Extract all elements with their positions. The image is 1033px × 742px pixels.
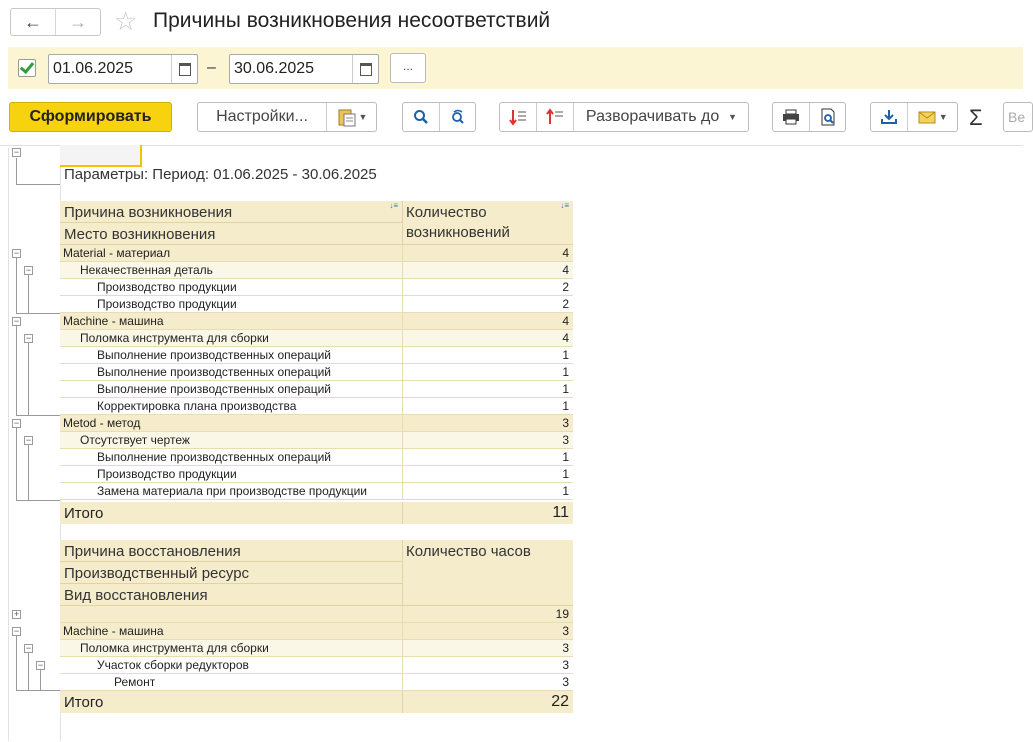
- table2-header-cause: [60, 540, 402, 562]
- search-button[interactable]: [403, 103, 440, 131]
- table2-header-resource-label: Производственный ресурс: [64, 565, 250, 582]
- column-divider: [402, 415, 403, 432]
- mail-icon: [918, 111, 936, 124]
- outline-group-toggle[interactable]: −: [13, 626, 20, 636]
- print-group: [772, 102, 846, 132]
- search-group: [402, 102, 476, 132]
- row-label: Корректировка плана производства: [97, 399, 297, 413]
- table1-total-label: Итого: [64, 505, 104, 522]
- period-separator: –: [207, 59, 216, 76]
- outline-line: [28, 653, 29, 690]
- column-divider: [402, 657, 403, 674]
- table-row[interactable]: [60, 245, 573, 262]
- row-value: 4: [562, 331, 569, 345]
- table-row[interactable]: [60, 313, 573, 330]
- table-row[interactable]: [60, 623, 573, 640]
- period-bar: [8, 47, 1023, 89]
- end-date-value: 30.06.2025: [234, 60, 315, 77]
- row-label: Отсутствует чертеж: [80, 433, 190, 447]
- export-group: [870, 102, 958, 132]
- table1-total-row: [60, 502, 573, 524]
- column-divider: [402, 466, 403, 483]
- grouping-group: [499, 102, 749, 132]
- table-row[interactable]: [60, 262, 573, 279]
- column-divider: [402, 674, 403, 691]
- row-label: Выполнение производственных операций: [97, 450, 331, 464]
- table2-header-cause-label: Причина восстановления: [64, 543, 241, 560]
- table1-header-place-label: Место возникновения: [64, 226, 216, 243]
- table-row[interactable]: [60, 364, 573, 381]
- row-value: 3: [562, 416, 569, 430]
- column-divider: [402, 262, 403, 279]
- row-value: 3: [562, 624, 569, 638]
- row-value: 4: [562, 263, 569, 277]
- page-title: Причины возникновения несоответствий: [153, 9, 551, 32]
- row-label: Выполнение производственных операций: [97, 382, 331, 396]
- search-next-button[interactable]: [440, 103, 476, 131]
- row-value: 1: [562, 382, 569, 396]
- row-value: 3: [562, 433, 569, 447]
- table1-header-count: [402, 201, 573, 245]
- table1-header-cause: [60, 201, 402, 223]
- expand-icon: [546, 108, 564, 126]
- table-row[interactable]: [60, 381, 573, 398]
- start-date-calendar-button[interactable]: [171, 55, 197, 83]
- table1-header-count-line2: возникновений: [406, 224, 510, 241]
- row-value: 3: [562, 641, 569, 655]
- outline-line: [16, 428, 17, 501]
- chevron-down-icon: ▼: [936, 112, 948, 122]
- table-row[interactable]: [60, 466, 573, 483]
- table-row[interactable]: [60, 674, 573, 691]
- sort-icon[interactable]: ↓≡: [560, 201, 569, 210]
- table-row[interactable]: [60, 330, 573, 347]
- table-row[interactable]: [60, 279, 573, 296]
- row-label: Metod - метод: [63, 416, 141, 430]
- table-row[interactable]: [60, 606, 573, 623]
- chevron-down-icon: ▼: [728, 112, 738, 122]
- column-divider: [402, 432, 403, 449]
- table-row[interactable]: [60, 449, 573, 466]
- column-divider: [402, 449, 403, 466]
- row-value: 1: [562, 450, 569, 464]
- column-divider: [402, 296, 403, 313]
- row-value: 1: [562, 484, 569, 498]
- row-label: Замена материала при производстве продукции: [97, 484, 368, 498]
- outline-collapse-toggle[interactable]: −: [13, 147, 20, 157]
- column-divider: [402, 364, 403, 381]
- outline-line: [40, 690, 60, 691]
- row-label: Выполнение производственных операций: [97, 348, 331, 362]
- search-next-icon: [450, 109, 466, 125]
- table2-total-value: 22: [551, 693, 569, 710]
- row-value: 19: [555, 607, 569, 621]
- sum-icon[interactable]: Σ: [969, 105, 983, 130]
- arrow-left-icon: ←: [24, 11, 42, 32]
- row-label: Machine - машина: [63, 314, 164, 328]
- outline-line: [28, 313, 60, 314]
- row-label: Поломка инструмента для сборки: [80, 331, 269, 345]
- row-value: 1: [562, 365, 569, 379]
- download-icon: [880, 109, 898, 125]
- table2-total-row: [60, 691, 573, 713]
- collapse-all-button[interactable]: [500, 103, 537, 131]
- arrow-right-icon: →: [69, 11, 87, 32]
- table-row[interactable]: [60, 296, 573, 313]
- column-divider: [402, 640, 403, 657]
- table-row[interactable]: [60, 415, 573, 432]
- row-value: 3: [562, 675, 569, 689]
- table2-header-type-label: Вид восстановления: [64, 587, 208, 604]
- outline-group-toggle[interactable]: −: [25, 435, 32, 445]
- save-button[interactable]: [871, 103, 908, 131]
- outline-line: [40, 670, 41, 690]
- report-left-border: [8, 148, 9, 741]
- table-row[interactable]: [60, 347, 573, 364]
- expand-all-button[interactable]: [537, 103, 574, 131]
- settings-button[interactable]: [198, 103, 327, 131]
- table1-header-count-line1: Количество: [406, 204, 487, 221]
- table-row[interactable]: [60, 398, 573, 415]
- start-date-field[interactable]: [48, 54, 198, 84]
- outline-line: [28, 343, 29, 415]
- column-divider: [402, 483, 403, 500]
- start-date-value: 01.06.2025: [53, 60, 134, 77]
- table-row[interactable]: [60, 657, 573, 674]
- report-variants-icon: [337, 107, 359, 127]
- outline-line: [16, 258, 17, 313]
- column-divider: [402, 691, 403, 713]
- table-row[interactable]: [60, 432, 573, 449]
- expand-to-dropdown[interactable]: [574, 103, 749, 131]
- column-divider: [402, 623, 403, 640]
- row-label: Производство продукции: [97, 297, 237, 311]
- report-parameters: Параметры: Период: 01.06.2025 - 30.06.2025: [64, 166, 377, 183]
- column-divider: [402, 606, 403, 623]
- column-divider: [402, 330, 403, 347]
- navigation-group: [10, 8, 101, 36]
- table2-header-hours-label: Количество часов: [406, 543, 531, 560]
- end-date-calendar-button[interactable]: [352, 55, 378, 83]
- forward-button[interactable]: [55, 9, 100, 35]
- row-label: Machine - машина: [63, 624, 164, 638]
- row-value: 2: [562, 297, 569, 311]
- row-label: Участок сборки редукторов: [97, 658, 249, 672]
- row-value: 1: [562, 348, 569, 362]
- outline-line: [16, 184, 60, 185]
- outline-group-toggle[interactable]: +: [13, 609, 20, 619]
- period-select-button[interactable]: ...: [390, 53, 426, 83]
- favorite-star-icon[interactable]: ☆: [114, 6, 138, 36]
- settings-label: Настройки...: [216, 108, 308, 125]
- table-row[interactable]: [60, 640, 573, 657]
- period-checkbox[interactable]: [18, 59, 36, 77]
- calendar-icon: [179, 63, 191, 76]
- expand-to-label: Разворачивать до: [585, 108, 720, 125]
- printer-icon: [782, 109, 800, 125]
- end-date-field[interactable]: [229, 54, 379, 84]
- column-divider: [402, 279, 403, 296]
- print-preview-icon: [820, 108, 836, 126]
- row-value: 4: [562, 314, 569, 328]
- row-label: Material - материал: [63, 246, 171, 260]
- row-value: 2: [562, 280, 569, 294]
- column-divider: [402, 381, 403, 398]
- row-label: Некачественная деталь: [80, 263, 213, 277]
- outline-line: [28, 445, 29, 500]
- column-divider: [402, 313, 403, 330]
- outline-line: [16, 326, 17, 416]
- outline-group-toggle[interactable]: −: [13, 418, 20, 428]
- table2-header-hours: [402, 540, 573, 606]
- table2-header-resource: [60, 562, 402, 584]
- row-label: Ремонт: [114, 675, 156, 689]
- sum-field[interactable]: Ве: [1003, 102, 1033, 132]
- print-preview-button[interactable]: [810, 103, 846, 131]
- table1-total-value: 11: [552, 504, 569, 521]
- row-label: Производство продукции: [97, 467, 237, 481]
- column-divider: [402, 398, 403, 415]
- outline-group-toggle[interactable]: −: [13, 316, 20, 326]
- settings-group: [197, 102, 377, 132]
- outline-group-toggle[interactable]: −: [25, 333, 32, 343]
- selected-cell[interactable]: [60, 145, 142, 167]
- outline-line: [28, 500, 60, 501]
- row-value: 1: [562, 399, 569, 413]
- row-label: Выполнение производственных операций: [97, 365, 331, 379]
- row-value: 1: [562, 467, 569, 481]
- outline-line: [16, 158, 17, 184]
- search-icon: [413, 109, 429, 125]
- collapse-icon: [509, 108, 527, 126]
- table1-header-cause-label: Причина возникновения: [64, 204, 233, 221]
- row-value: 3: [562, 658, 569, 672]
- table1-header-place: [60, 223, 402, 245]
- outline-group-toggle[interactable]: −: [37, 660, 44, 670]
- chevron-down-icon: ▼: [358, 112, 368, 122]
- sort-icon[interactable]: ↓≡: [389, 201, 398, 210]
- column-divider: [402, 245, 403, 262]
- outline-line: [16, 636, 17, 690]
- outline-line: [28, 275, 29, 313]
- column-divider: [402, 347, 403, 364]
- row-label: Поломка инструмента для сборки: [80, 641, 269, 655]
- table-row[interactable]: [60, 483, 573, 500]
- send-email-button[interactable]: [908, 103, 958, 131]
- outline-group-toggle[interactable]: −: [25, 643, 32, 653]
- title-bar: [0, 0, 1023, 44]
- print-button[interactable]: [773, 103, 810, 131]
- row-label: Производство продукции: [97, 280, 237, 294]
- row-value: 4: [562, 246, 569, 260]
- outline-line: [28, 415, 60, 416]
- table2-total-label: Итого: [64, 694, 104, 711]
- column-divider: [402, 502, 403, 524]
- table2-header-type: [60, 584, 402, 606]
- generate-button[interactable]: Сформировать: [9, 102, 172, 132]
- toolbar: [0, 100, 1026, 136]
- outline-group-toggle[interactable]: −: [13, 248, 20, 258]
- variants-menu-button[interactable]: [327, 103, 377, 131]
- outline-group-toggle[interactable]: −: [25, 265, 32, 275]
- back-button[interactable]: [11, 9, 55, 35]
- calendar-icon: [360, 63, 372, 76]
